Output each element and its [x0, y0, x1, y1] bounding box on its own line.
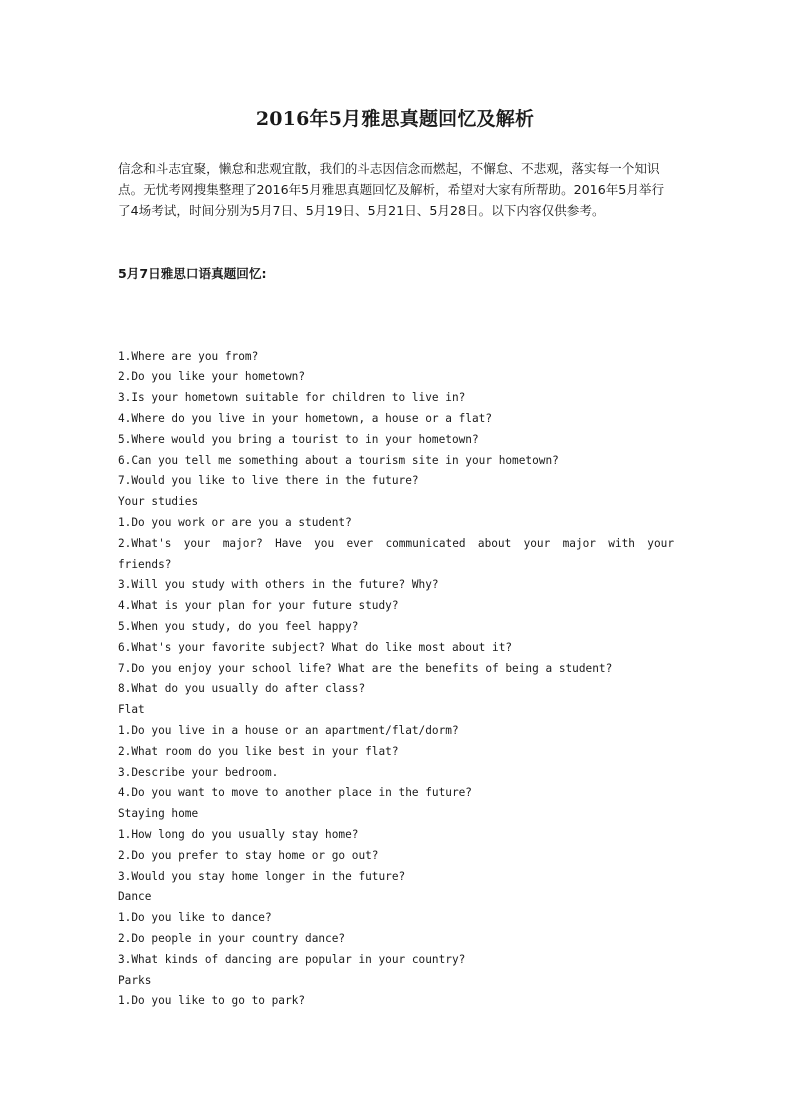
document-title: 2016年5月雅思真题回忆及解析: [255, 108, 535, 130]
question-line: 1.Where are you from?: [118, 349, 259, 363]
question-line: 8.What do you usually do after class?: [118, 682, 366, 696]
topic-heading: Parks: [118, 973, 152, 987]
question-line: 1.Do you like to dance?: [118, 911, 272, 925]
question-line: 4.Where do you live in your hometown, a house or a flat?: [118, 411, 493, 425]
question-line: 4.Do you want to move to another place in the future?: [118, 786, 472, 800]
question-line: 3.Would you stay home longer in the future?: [118, 869, 406, 883]
question-line: 2.Do people in your country dance?: [118, 931, 346, 945]
topic-heading: Staying home: [118, 807, 199, 821]
question-line: 2.What's your major? Have you ever communicated about your major with your: [118, 536, 674, 550]
topic-heading: Dance: [118, 890, 152, 904]
question-lines: [118, 347, 674, 1013]
topics-line: [118, 326, 674, 347]
question-line: 4.What is your plan for your future study?: [118, 599, 399, 613]
question-line-continuation: friends?: [118, 557, 172, 571]
question-line: 1.Do you like to go to park?: [118, 994, 306, 1008]
question-line: 3.Will you study with others in the future? Why?: [118, 578, 439, 592]
question-line: 2.Do you like your hometown?: [118, 370, 306, 384]
question-line: 3.What kinds of dancing are popular in your country?: [118, 952, 466, 966]
question-line: 3.Describe your bedroom.: [118, 765, 279, 779]
question-line: 6.Can you tell me something about a tourism site in your hometown?: [118, 453, 559, 467]
part-label: [118, 305, 674, 326]
question-line: 2.What room do you like best in your flat?: [118, 744, 399, 758]
question-line: 1.How long do you usually stay home?: [118, 827, 359, 841]
intro-paragraph: 信念和斗志宜聚，懒怠和悲观宜散，我们的斗志因信念而燃起，不懈怠、不悲观，落实每一个知识点。无忧考网搜集整理了2016年5月雅思真题回忆及解析，希望对大家有所帮助。2016年5月举行了4场考试，时间分别为5月7日、5月19日、5月21日、5月28日。以下内容仅供参考。: [118, 161, 665, 218]
question-line: 1.Do you work or are you a student?: [118, 515, 352, 529]
question-line: 7.Would you like to live there in the future?: [118, 474, 419, 488]
section-heading: 5月7日雅思口语真题回忆:: [118, 266, 267, 281]
question-line: 5.When you study, do you feel happy?: [118, 619, 359, 633]
question-line: 5.Where would you bring a tourist to in your hometown?: [118, 432, 479, 446]
topic-heading: Flat: [118, 703, 145, 717]
question-line: 3.Is your hometown suitable for children to live in?: [118, 391, 466, 405]
topic-heading: Your studies: [118, 495, 199, 509]
question-line: 2.Do you prefer to stay home or go out?: [118, 848, 379, 862]
question-list: [118, 305, 674, 1012]
question-line: 7.Do you enjoy your school life? What are the benefits of being a student?: [118, 661, 613, 675]
question-line: 6.What's your favorite subject? What do like most about it?: [118, 640, 513, 654]
question-line: 1.Do you live in a house or an apartment/flat/dorm?: [118, 723, 459, 737]
